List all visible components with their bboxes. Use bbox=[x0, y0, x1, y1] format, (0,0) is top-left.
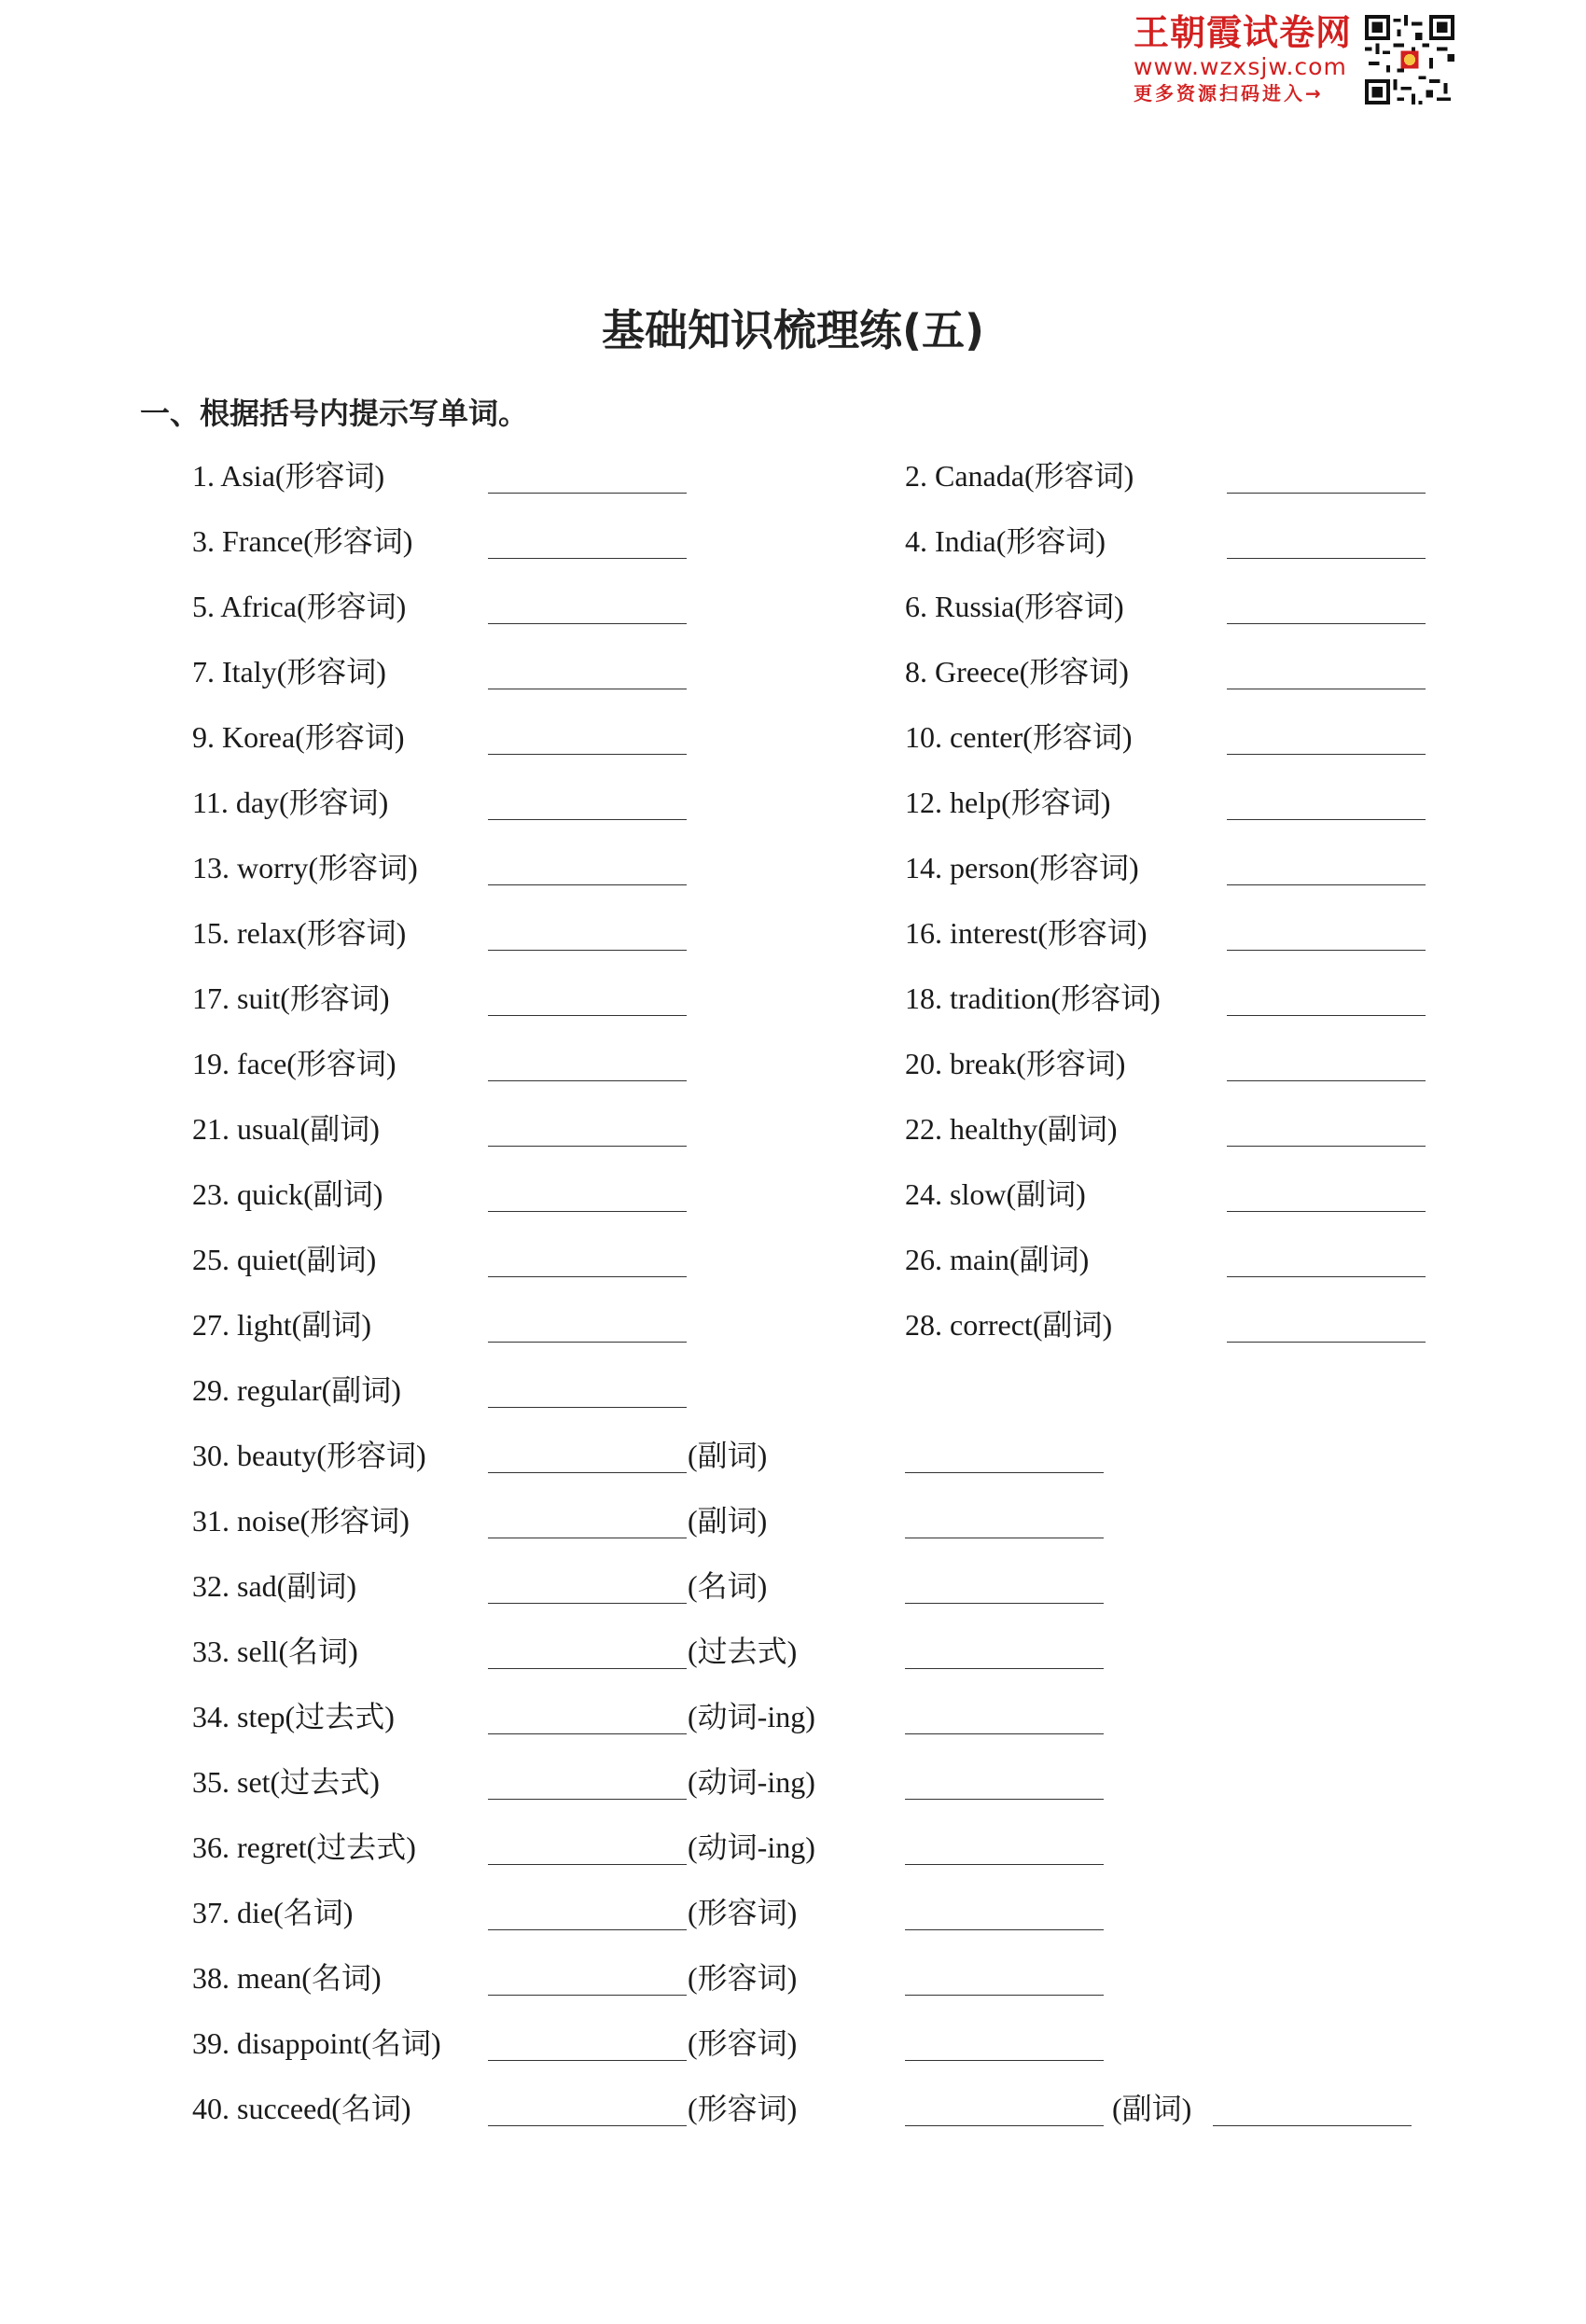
exercise-row bbox=[0, 1043, 1586, 1108]
site-logo[interactable] bbox=[1134, 11, 1362, 106]
question-label: 20. break(形容词) bbox=[905, 1047, 1126, 1080]
answer-blank[interactable] bbox=[1227, 1211, 1426, 1212]
question-label: 3. France(形容词) bbox=[192, 524, 413, 558]
exercise-row bbox=[0, 2023, 1586, 2088]
form-hint: (形容词) bbox=[688, 1961, 798, 1995]
answer-blank[interactable] bbox=[488, 1733, 687, 1734]
answer-blank[interactable] bbox=[488, 1342, 687, 1343]
answer-blank[interactable] bbox=[905, 1929, 1104, 1930]
answer-blank[interactable] bbox=[1227, 1080, 1426, 1081]
question-label: 27. light(副词) bbox=[192, 1308, 371, 1342]
question-label: 37. die(名词) bbox=[192, 1896, 354, 1929]
form-hint: (动词-ing) bbox=[688, 1830, 815, 1864]
exercise-row bbox=[0, 1566, 1586, 1631]
logo-tagline: 更多资源扫码进入→ bbox=[1134, 82, 1324, 104]
exercise-row bbox=[0, 1761, 1586, 1827]
answer-blank[interactable] bbox=[488, 2125, 687, 2126]
exercise-row bbox=[0, 1892, 1586, 1957]
question-label: 2. Canada(形容词) bbox=[905, 459, 1134, 493]
exercise-row bbox=[0, 1304, 1586, 1370]
answer-blank[interactable] bbox=[905, 1995, 1104, 1996]
question-label: 11. day(形容词) bbox=[192, 786, 389, 819]
exercise-row bbox=[0, 1108, 1586, 1174]
answer-blank[interactable] bbox=[1227, 1146, 1426, 1147]
question-label: 10. center(形容词) bbox=[905, 720, 1133, 754]
exercise-row bbox=[0, 455, 1586, 521]
question-label: 28. correct(副词) bbox=[905, 1308, 1113, 1342]
question-label: 6. Russia(形容词) bbox=[905, 590, 1124, 623]
question-label: 30. beauty(形容词) bbox=[192, 1439, 426, 1472]
logo-url[interactable]: www.wzxsjw.com bbox=[1134, 53, 1347, 80]
question-label: 24. slow(副词) bbox=[905, 1177, 1086, 1211]
answer-blank[interactable] bbox=[1227, 1276, 1426, 1277]
form-hint: (名词) bbox=[688, 1569, 768, 1603]
answer-blank[interactable] bbox=[905, 1472, 1104, 1473]
answer-blank[interactable] bbox=[488, 1603, 687, 1604]
exercise-row bbox=[0, 847, 1586, 912]
question-label: 26. main(副词) bbox=[905, 1243, 1090, 1276]
answer-blank[interactable] bbox=[488, 1407, 687, 1408]
answer-blank[interactable] bbox=[1227, 623, 1426, 624]
question-label: 31. noise(形容词) bbox=[192, 1504, 410, 1538]
answer-blank[interactable] bbox=[488, 1799, 687, 1800]
form-hint: (过去式) bbox=[688, 1635, 798, 1668]
question-label: 21. usual(副词) bbox=[192, 1112, 380, 1146]
answer-blank[interactable] bbox=[1227, 884, 1426, 885]
question-label: 7. Italy(形容词) bbox=[192, 655, 386, 689]
answer-blank[interactable] bbox=[905, 1799, 1104, 1800]
answer-blank[interactable] bbox=[905, 1603, 1104, 1604]
question-label: 19. face(形容词) bbox=[192, 1047, 396, 1080]
answer-blank[interactable] bbox=[488, 2060, 687, 2061]
question-label: 35. set(过去式) bbox=[192, 1765, 380, 1799]
answer-blank[interactable] bbox=[488, 558, 687, 559]
answer-blank[interactable] bbox=[905, 2125, 1104, 2126]
answer-blank[interactable] bbox=[488, 623, 687, 624]
answer-blank[interactable] bbox=[488, 1276, 687, 1277]
form-hint: (形容词) bbox=[688, 2092, 798, 2125]
exercise-row bbox=[0, 651, 1586, 717]
answer-blank[interactable] bbox=[488, 950, 687, 951]
question-label: 14. person(形容词) bbox=[905, 851, 1139, 884]
exercise-row bbox=[0, 1500, 1586, 1566]
form-hint: (形容词) bbox=[688, 1896, 798, 1929]
exercise-row bbox=[0, 2088, 1586, 2153]
answer-blank[interactable] bbox=[905, 2060, 1104, 2061]
answer-blank[interactable] bbox=[905, 1733, 1104, 1734]
question-label: 22. healthy(副词) bbox=[905, 1112, 1118, 1146]
exercise-row bbox=[0, 521, 1586, 586]
exercise-row bbox=[0, 586, 1586, 651]
question-label: 23. quick(副词) bbox=[192, 1177, 383, 1211]
question-label: 8. Greece(形容词) bbox=[905, 655, 1129, 689]
answer-blank[interactable] bbox=[905, 1668, 1104, 1669]
answer-blank[interactable] bbox=[1227, 754, 1426, 755]
answer-blank[interactable] bbox=[1227, 1015, 1426, 1016]
page-title: 基础知识梳理练(五) bbox=[601, 305, 985, 355]
logo-title: 王朝霞试卷网 bbox=[1134, 12, 1353, 53]
question-label: 9. Korea(形容词) bbox=[192, 720, 405, 754]
answer-blank[interactable] bbox=[488, 1211, 687, 1212]
answer-blank[interactable] bbox=[488, 1146, 687, 1147]
form-hint: (副词) bbox=[688, 1504, 768, 1538]
question-label: 15. relax(形容词) bbox=[192, 916, 407, 950]
answer-blank[interactable] bbox=[488, 1472, 687, 1473]
question-label: 32. sad(副词) bbox=[192, 1569, 356, 1603]
answer-blank[interactable] bbox=[905, 1864, 1104, 1865]
question-label: 1. Asia(形容词) bbox=[192, 459, 385, 493]
exercise-row bbox=[0, 1435, 1586, 1500]
answer-blank[interactable] bbox=[488, 819, 687, 820]
answer-blank[interactable] bbox=[1227, 558, 1426, 559]
question-label: 5. Africa(形容词) bbox=[192, 590, 407, 623]
answer-blank[interactable] bbox=[1227, 1342, 1426, 1343]
answer-blank[interactable] bbox=[488, 884, 687, 885]
qr-code-icon[interactable] bbox=[1365, 15, 1454, 104]
exercise-row bbox=[0, 1957, 1586, 2023]
form-hint: (副词) bbox=[1112, 2092, 1192, 2125]
question-label: 4. India(形容词) bbox=[905, 524, 1106, 558]
exercise-row bbox=[0, 1239, 1586, 1304]
answer-blank[interactable] bbox=[1213, 2125, 1412, 2126]
form-hint: (动词-ing) bbox=[688, 1700, 815, 1733]
exercise-row bbox=[0, 782, 1586, 847]
question-label: 38. mean(名词) bbox=[192, 1961, 382, 1995]
answer-blank[interactable] bbox=[488, 1080, 687, 1081]
question-label: 18. tradition(形容词) bbox=[905, 981, 1161, 1015]
answer-blank[interactable] bbox=[1227, 493, 1426, 494]
question-label: 33. sell(名词) bbox=[192, 1635, 358, 1668]
question-label: 12. help(形容词) bbox=[905, 786, 1111, 819]
answer-blank[interactable] bbox=[488, 493, 687, 494]
question-label: 16. interest(形容词) bbox=[905, 916, 1148, 950]
question-label: 39. disappoint(名词) bbox=[192, 2026, 441, 2060]
question-label: 17. suit(形容词) bbox=[192, 981, 390, 1015]
question-label: 36. regret(过去式) bbox=[192, 1830, 416, 1864]
exercise-row bbox=[0, 717, 1586, 782]
exercise-row bbox=[0, 1174, 1586, 1239]
answer-blank[interactable] bbox=[1227, 950, 1426, 951]
answer-blank[interactable] bbox=[488, 1929, 687, 1930]
answer-blank[interactable] bbox=[488, 1864, 687, 1865]
question-label: 13. worry(形容词) bbox=[192, 851, 418, 884]
section-heading: 一、根据括号内提示写单词。 bbox=[140, 396, 529, 431]
exercise-row bbox=[0, 1827, 1586, 1892]
answer-blank[interactable] bbox=[488, 1668, 687, 1669]
answer-blank[interactable] bbox=[1227, 819, 1426, 820]
answer-blank[interactable] bbox=[488, 1015, 687, 1016]
form-hint: (形容词) bbox=[688, 2026, 798, 2060]
form-hint: (动词-ing) bbox=[688, 1765, 815, 1799]
exercise-row bbox=[0, 1631, 1586, 1696]
answer-blank[interactable] bbox=[488, 1995, 687, 1996]
exercise-row bbox=[0, 912, 1586, 978]
question-label: 29. regular(副词) bbox=[192, 1373, 401, 1407]
exercise-row bbox=[0, 1696, 1586, 1761]
question-label: 40. succeed(名词) bbox=[192, 2092, 411, 2125]
question-label: 25. quiet(副词) bbox=[192, 1243, 377, 1276]
question-label: 34. step(过去式) bbox=[192, 1700, 395, 1733]
answer-blank[interactable] bbox=[488, 754, 687, 755]
exercise-row bbox=[0, 1370, 1586, 1435]
form-hint: (副词) bbox=[688, 1439, 768, 1472]
exercise-row bbox=[0, 978, 1586, 1043]
